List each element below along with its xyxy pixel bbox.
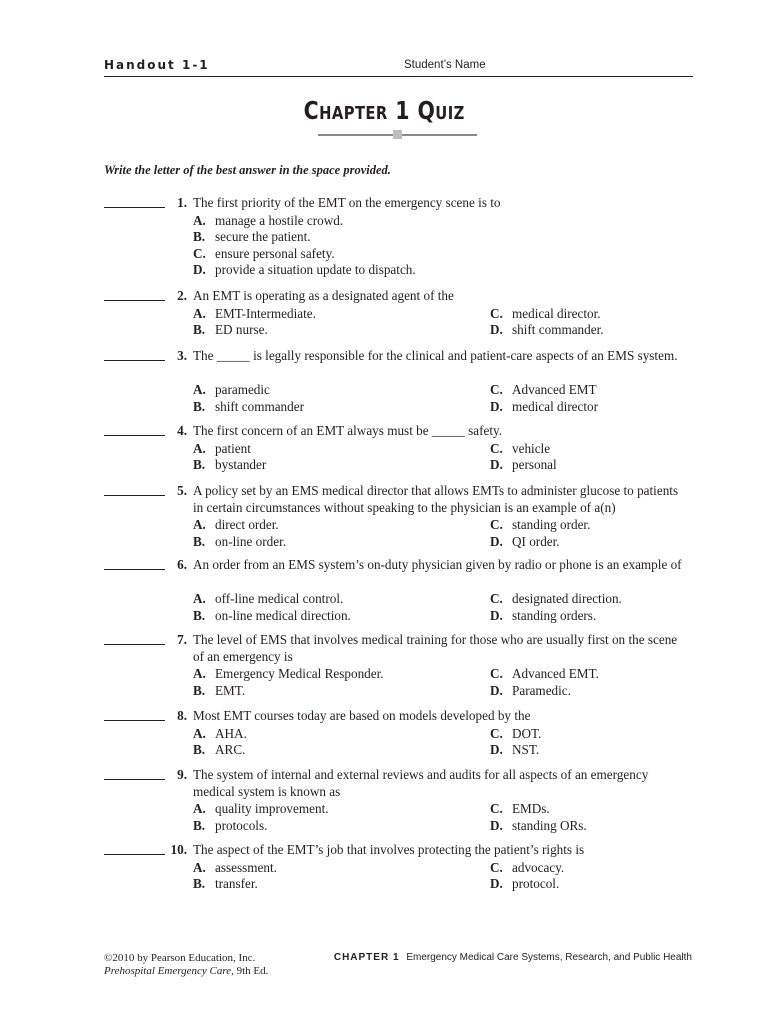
- option-text: shift commander: [215, 398, 304, 414]
- answer-option: [193, 742, 247, 759]
- option-letter: C.: [490, 382, 503, 397]
- question-number: 7.: [177, 632, 187, 647]
- answer-options-right: [490, 517, 590, 550]
- answer-option: [193, 441, 266, 458]
- option-text: Advanced EMT.: [512, 666, 599, 681]
- answer-options-right: [490, 860, 564, 893]
- answer-blank[interactable]: [104, 779, 165, 780]
- answer-option: [193, 683, 384, 700]
- book-title: Prehospital Emergency Care: [104, 965, 232, 977]
- answer-option: [193, 591, 351, 608]
- option-letter: B.: [193, 742, 206, 757]
- question-text: The aspect of the EMT’s job that involves protecting the patient’s rights is: [193, 842, 585, 857]
- option-letter: C.: [490, 305, 503, 321]
- option-text: direct order.: [215, 517, 279, 532]
- option-text: secure the patient.: [215, 229, 311, 244]
- answer-option: [490, 726, 541, 743]
- option-letter: D.: [490, 322, 503, 337]
- answer-options-right: [490, 306, 604, 339]
- answer-option: [193, 322, 316, 339]
- answer-blank[interactable]: [104, 569, 165, 570]
- answer-blank[interactable]: [104, 360, 165, 361]
- option-text: QI order.: [512, 533, 560, 549]
- option-letter: A.: [193, 591, 206, 606]
- answer-option: [193, 457, 266, 474]
- option-text: ED nurse.: [215, 322, 268, 337]
- question-number: 3.: [177, 348, 187, 363]
- option-letter: B.: [193, 817, 206, 833]
- option-letter: D.: [490, 682, 503, 698]
- option-letter: A.: [193, 725, 206, 741]
- answer-options-left: [193, 306, 316, 339]
- answer-options: [193, 213, 416, 279]
- answer-option: [193, 213, 416, 230]
- option-text: assessment.: [215, 859, 277, 875]
- question-text: Most EMT courses today are based on models developed by the: [193, 708, 531, 723]
- answer-option: [490, 534, 590, 551]
- handout-header: [104, 58, 693, 77]
- handout-label: Handout 1-1: [104, 58, 210, 72]
- option-letter: C.: [490, 666, 503, 681]
- option-text: advocacy.: [512, 859, 565, 875]
- question-text: An order from an EMS system’s on-duty physician given by radio or phone is an example of: [193, 557, 682, 572]
- question-text: The level of EMS that involves medical training for those who are usually first on the scene of an emergency is: [193, 632, 678, 664]
- answer-options-right: [490, 666, 599, 699]
- answer-option: [490, 876, 564, 893]
- option-letter: C.: [193, 245, 206, 261]
- option-text: standing ORs.: [512, 817, 587, 833]
- option-letter: B.: [193, 229, 206, 244]
- footer-chapter-label: CHAPTER 1: [333, 952, 400, 963]
- question-text: The _____ is legally responsible for the clinical and patient-care aspects of an EMS system.: [193, 348, 678, 363]
- answer-option: [490, 306, 604, 323]
- option-text: quality improvement.: [215, 801, 329, 816]
- option-letter: A.: [193, 666, 206, 681]
- answer-options-left: [193, 860, 277, 893]
- answer-blank[interactable]: [104, 720, 165, 721]
- option-text: designated direction.: [512, 591, 622, 606]
- answer-options-right: [490, 382, 598, 415]
- answer-option: [193, 306, 316, 323]
- answer-options-right: [490, 801, 587, 834]
- answer-option: [193, 726, 247, 743]
- answer-option: [193, 399, 304, 416]
- option-letter: A.: [193, 212, 206, 228]
- answer-option: [193, 382, 304, 399]
- option-text: patient: [215, 440, 251, 456]
- option-letter: B.: [193, 322, 206, 337]
- option-letter: B.: [193, 533, 206, 549]
- option-text: EMDs.: [512, 801, 550, 816]
- answer-blank[interactable]: [104, 207, 165, 208]
- question-number: 5.: [177, 483, 187, 498]
- answer-blank[interactable]: [104, 854, 165, 855]
- instructions: Write the letter of the best answer in the space provided.: [104, 163, 391, 177]
- answer-option: [490, 666, 599, 683]
- answer-options-left: [193, 591, 351, 624]
- answer-options-left: [193, 726, 247, 759]
- option-letter: B.: [193, 607, 206, 623]
- option-text: NST.: [512, 742, 540, 757]
- option-letter: D.: [490, 457, 503, 472]
- option-text: Advanced EMT: [512, 382, 597, 397]
- option-letter: D.: [490, 742, 503, 757]
- option-text: on-line medical direction.: [215, 607, 351, 623]
- option-letter: C.: [490, 725, 503, 741]
- question-number: 9.: [177, 767, 187, 782]
- copyright-text: ©2010 by Pearson Education, Inc.: [104, 952, 256, 964]
- answer-options-left: [193, 382, 304, 415]
- option-text: on-line order.: [215, 533, 287, 549]
- answer-option: [193, 860, 277, 877]
- option-text: personal: [512, 457, 557, 472]
- student-name-label: Student’s Name: [404, 59, 486, 71]
- option-text: medical director.: [512, 305, 601, 321]
- option-text: protocols.: [215, 817, 268, 833]
- option-text: paramedic: [215, 382, 270, 397]
- answer-option: [193, 608, 351, 625]
- question-text: An EMT is operating as a designated agent of the: [193, 288, 454, 303]
- option-letter: A.: [193, 382, 206, 397]
- question-number: 10.: [170, 842, 187, 857]
- answer-options-left: [193, 517, 286, 550]
- answer-option: [490, 818, 587, 835]
- option-letter: A.: [193, 440, 206, 456]
- answer-options-right: [490, 441, 557, 474]
- option-letter: A.: [193, 801, 206, 816]
- answer-blank[interactable]: [104, 435, 165, 436]
- answer-blank[interactable]: [104, 495, 165, 496]
- option-text: vehicle: [512, 440, 551, 456]
- option-text: bystander: [215, 457, 267, 472]
- question-number: 2.: [177, 288, 187, 303]
- question-text: The first priority of the EMT on the emergency scene is to: [193, 195, 501, 210]
- answer-option: [193, 666, 384, 683]
- option-letter: D.: [490, 876, 503, 891]
- option-letter: A.: [193, 859, 206, 875]
- answer-option: [490, 742, 541, 759]
- option-text: EMT.: [215, 682, 246, 698]
- answer-option: [490, 382, 598, 399]
- option-letter: A.: [193, 517, 206, 532]
- answer-option: [490, 608, 622, 625]
- footer-chapter: [334, 952, 692, 963]
- book-citation: [104, 965, 268, 978]
- option-text: Paramedic.: [512, 682, 571, 698]
- option-letter: D.: [490, 817, 503, 833]
- option-letter: C.: [490, 801, 503, 816]
- option-text: protocol.: [512, 876, 560, 891]
- answer-option: [490, 517, 590, 534]
- answer-blank[interactable]: [104, 300, 165, 301]
- option-text: manage a hostile crowd.: [215, 212, 344, 228]
- footer-chapter-title: Emergency Medical Care Systems, Research, and Public Health: [406, 952, 692, 963]
- option-text: ensure personal safety.: [215, 245, 335, 261]
- title-block: [0, 96, 768, 125]
- answer-option: [490, 322, 604, 339]
- option-letter: B.: [193, 876, 206, 891]
- answer-option: [490, 683, 599, 700]
- question-text: The first concern of an EMT always must be _____ safety.: [193, 423, 503, 438]
- option-text: medical director: [512, 398, 599, 414]
- question-text: A policy set by an EMS medical director that allows EMTs to administer glucose to patients in certain circumstances without speaking to the physician is an example of a(n): [193, 483, 679, 515]
- question-number: 8.: [177, 708, 187, 723]
- answer-option: [490, 457, 557, 474]
- option-text: off-line medical control.: [215, 591, 344, 606]
- answer-option: [193, 818, 329, 835]
- answer-options-right: [490, 591, 622, 624]
- answer-option: [193, 246, 416, 263]
- answer-options-right: [490, 726, 541, 759]
- question-text: The system of internal and external reviews and audits for all aspects of an emergency medical system is known as: [193, 767, 649, 799]
- option-text: provide a situation update to dispatch.: [215, 262, 416, 277]
- answer-blank[interactable]: [104, 644, 165, 645]
- option-letter: C.: [490, 517, 503, 532]
- option-text: shift commander.: [512, 322, 604, 337]
- option-text: transfer.: [215, 876, 258, 891]
- option-letter: C.: [490, 859, 503, 875]
- answer-option: [490, 860, 564, 877]
- answer-option: [490, 399, 598, 416]
- answer-option: [193, 801, 329, 818]
- option-text: standing orders.: [512, 607, 597, 623]
- answer-option: [193, 517, 286, 534]
- question-number: 6.: [177, 557, 187, 572]
- option-letter: D.: [490, 533, 503, 549]
- answer-options-left: [193, 441, 266, 474]
- answer-option: [490, 441, 557, 458]
- option-letter: C.: [490, 440, 503, 456]
- answer-options-left: [193, 801, 329, 834]
- answer-option: [193, 262, 416, 279]
- answer-option: [193, 534, 286, 551]
- answer-options-left: [193, 666, 384, 699]
- option-letter: D.: [193, 262, 206, 277]
- option-letter: A.: [193, 305, 206, 321]
- book-edition: , 9th Ed.: [231, 965, 269, 977]
- answer-option: [490, 591, 622, 608]
- option-text: EMT-Intermediate.: [215, 305, 316, 321]
- question-number: 1.: [177, 195, 187, 210]
- option-letter: B.: [193, 398, 206, 414]
- option-letter: B.: [193, 457, 206, 472]
- answer-option: [193, 876, 277, 893]
- option-letter: D.: [490, 398, 503, 414]
- page-title: Chapter 1 Quiz: [303, 96, 465, 125]
- answer-option: [490, 801, 587, 818]
- option-text: DOT.: [512, 725, 542, 741]
- option-letter: C.: [490, 591, 503, 606]
- answer-option: [193, 229, 416, 246]
- option-text: ARC.: [215, 742, 246, 757]
- footer-copyright-block: [104, 952, 268, 978]
- option-letter: B.: [193, 682, 206, 698]
- option-text: Emergency Medical Responder.: [215, 666, 384, 681]
- option-text: AHA.: [215, 725, 247, 741]
- question-number: 4.: [177, 423, 187, 438]
- option-letter: D.: [490, 607, 503, 623]
- title-ornament: [393, 130, 402, 139]
- option-text: standing order.: [512, 517, 591, 532]
